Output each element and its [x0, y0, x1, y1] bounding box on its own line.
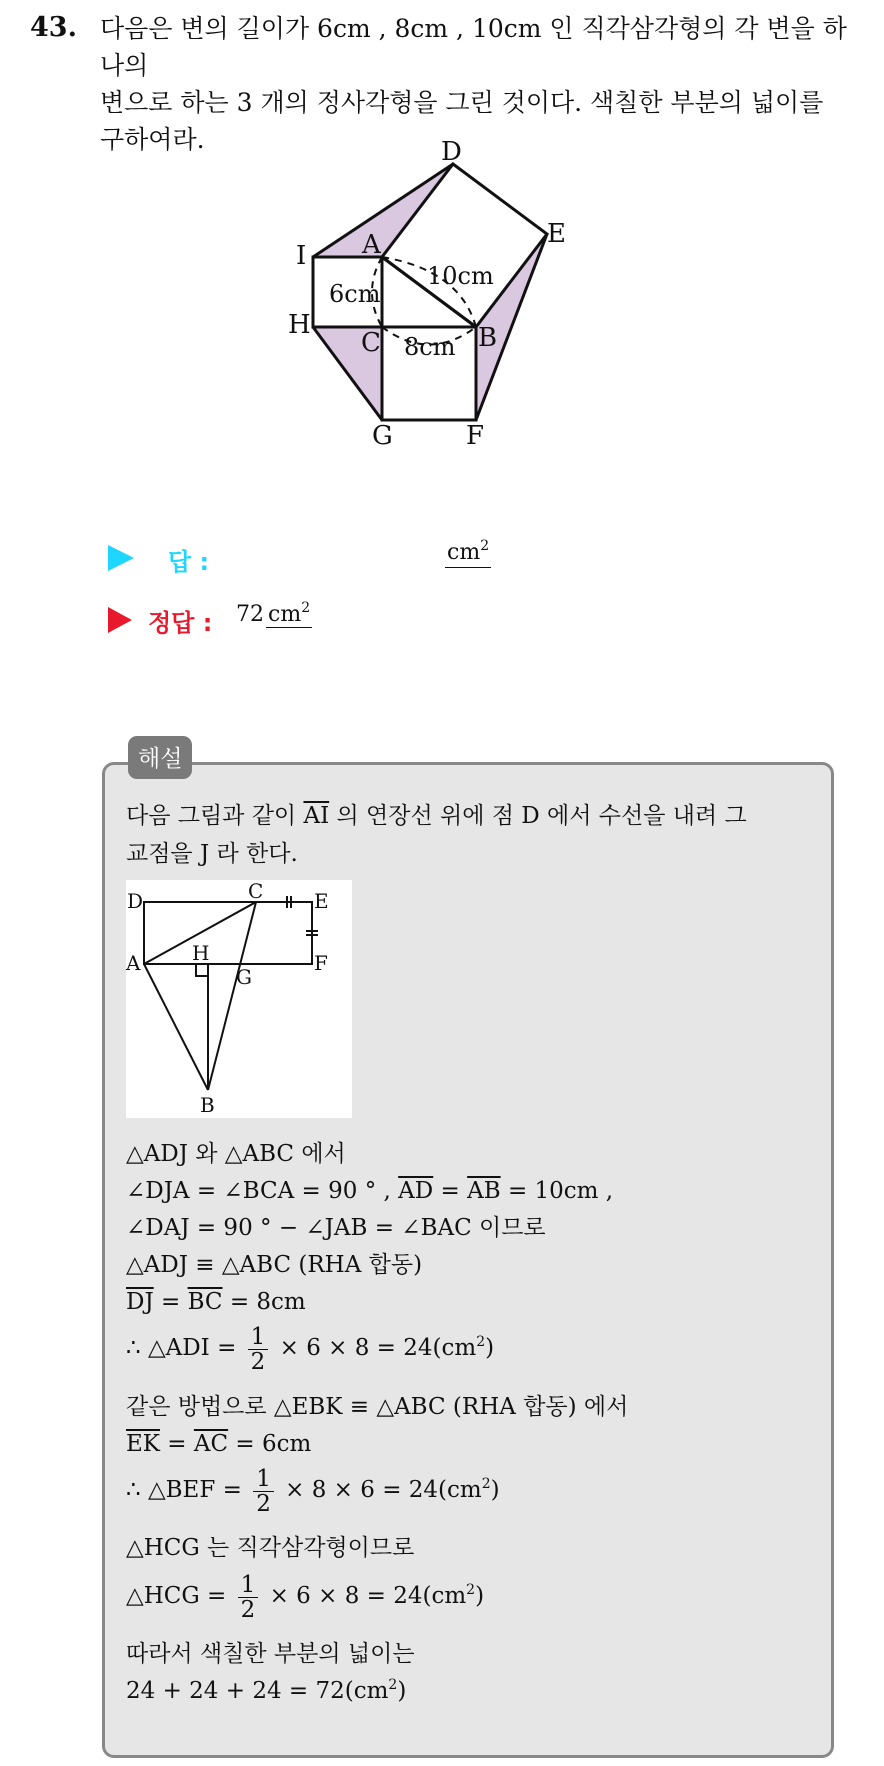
- label-a: A: [362, 230, 381, 260]
- line-ab: [144, 964, 208, 1090]
- segment-bc: $\overline{BC}$: [187, 1289, 223, 1315]
- fraction-half: [238, 1573, 259, 1622]
- intro-text: 의 연장선 위에 점 D 에서 수선을 내려 그: [336, 803, 747, 829]
- label-f: F: [466, 421, 485, 451]
- label-e: E: [547, 219, 566, 249]
- correct-answer-row: [108, 600, 708, 646]
- rect-adef: [144, 902, 312, 964]
- solution-line: [126, 1426, 826, 1462]
- segment-ac: $\overline{AC}$: [193, 1431, 229, 1457]
- superscript: 2: [481, 1476, 491, 1492]
- line-bc: [208, 902, 256, 1090]
- solution-intro-line: 교점을 J 라 한다.: [126, 841, 298, 867]
- answer-label: 답 :: [168, 548, 210, 576]
- correct-unit: [266, 602, 312, 628]
- answer-unit-sup: 2: [480, 538, 490, 554]
- fraction-denominator: 2: [240, 1596, 256, 1623]
- fraction-denominator: 2: [256, 1490, 271, 1517]
- superscript: 2: [466, 1582, 476, 1598]
- answer-row: [108, 538, 708, 585]
- fig2-label-g: G: [236, 965, 252, 989]
- fig2-label-b: B: [200, 1093, 215, 1117]
- solution-line: [126, 1173, 826, 1209]
- solution-line: 같은 방법으로 △EBK ≡ △ABC (RHA 합동) 에서: [126, 1394, 629, 1420]
- label-c: C: [361, 328, 381, 358]
- solution-line: △HCG 는 직각삼각형이므로: [126, 1535, 415, 1561]
- fraction-numerator: 1: [238, 1573, 259, 1598]
- text: ): [397, 1678, 407, 1704]
- text: ): [485, 1335, 495, 1361]
- question-line: 다음은 변의 길이가 6cm , 8cm , 10cm 인 직각삼각형의 각 변을 하나의: [100, 14, 847, 80]
- question-line: 변으로 하는 3 개의 정사각형을 그린 것이다. 색칠한 부분의 넓이를: [100, 88, 824, 117]
- segment-ek: $\overline{EK}$: [126, 1431, 160, 1457]
- length-ab: 10cm: [427, 262, 494, 290]
- label-i: I: [296, 241, 307, 271]
- segment-ab: $\overline{AB}$: [467, 1178, 501, 1204]
- solution-line: [126, 1460, 826, 1520]
- fig2-label-h: H: [192, 941, 210, 965]
- fraction-numerator: 1: [253, 1467, 274, 1492]
- fraction-half: [253, 1467, 274, 1516]
- text: ∠DJA = ∠BCA = 90 ° ,: [126, 1178, 391, 1204]
- answer-arrow-icon: [108, 545, 134, 571]
- solution-figure: [126, 880, 352, 1118]
- correct-unit-sup: 2: [301, 600, 311, 616]
- text: =: [160, 1289, 181, 1315]
- question-text: [100, 10, 860, 158]
- text: × 8 × 6 = 24(cm: [285, 1477, 482, 1503]
- text: △HCG =: [126, 1583, 227, 1609]
- label-h: H: [288, 310, 311, 340]
- solution-line: [126, 1318, 826, 1378]
- segment-dj: $\overline{DJ}$: [126, 1289, 154, 1315]
- label-g: G: [372, 421, 393, 451]
- correct-unit-text: cm: [268, 602, 302, 627]
- solution-line: [126, 1673, 826, 1709]
- fraction-denominator: 2: [250, 1348, 266, 1375]
- segment-ai: $\overline{AI}$: [303, 803, 330, 829]
- text: ∴ △ADI =: [126, 1335, 237, 1361]
- text: ∴ △BEF =: [126, 1477, 242, 1503]
- solution-line: ∠DAJ = 90 ° − ∠JAB = ∠BAC 이므로: [126, 1215, 546, 1241]
- superscript: 2: [476, 1334, 486, 1350]
- text: = 6cm: [235, 1431, 312, 1457]
- length-cb: 8cm: [404, 333, 456, 361]
- correct-arrow-icon: [108, 607, 132, 633]
- fraction-half: [248, 1325, 269, 1374]
- intro-text: 다음 그림과 같이: [126, 803, 297, 829]
- text: ): [475, 1583, 485, 1609]
- superscript: 2: [388, 1677, 398, 1693]
- text: = 10cm ,: [507, 1178, 614, 1204]
- text: 24 + 24 + 24 = 72(cm: [126, 1678, 389, 1704]
- fig2-label-d: D: [127, 889, 144, 913]
- fig2-label-a: A: [126, 951, 141, 975]
- correct-number: 72: [236, 602, 264, 627]
- solution-intro-line: [126, 798, 826, 834]
- fraction-numerator: 1: [248, 1325, 269, 1350]
- solution-line: 따라서 색칠한 부분의 넓이는: [126, 1641, 415, 1667]
- solution-line: △ADJ 와 △ABC 에서: [126, 1141, 346, 1167]
- correct-label: 정답 :: [148, 609, 213, 637]
- squares-figure: [288, 137, 620, 500]
- answer-unit-text: cm: [447, 540, 481, 565]
- text: × 6 × 8 = 24(cm: [279, 1335, 477, 1361]
- fig2-label-c: C: [248, 879, 264, 903]
- label-b: B: [478, 323, 498, 353]
- label-d: D: [441, 137, 462, 167]
- right-angle-mark: [196, 964, 208, 976]
- text: = 8cm: [229, 1289, 306, 1315]
- solution-line: [126, 1566, 826, 1626]
- fig2-label-f: F: [314, 951, 328, 975]
- correct-value: [236, 602, 312, 627]
- solution-line: △ADJ ≡ △ABC (RHA 합동): [126, 1252, 423, 1278]
- text: ): [490, 1477, 500, 1503]
- length-ac: 6cm: [329, 280, 381, 308]
- text: =: [440, 1178, 460, 1204]
- question-number: 43.: [30, 12, 77, 43]
- text: =: [167, 1431, 187, 1457]
- question-line: 구하여라.: [100, 125, 205, 154]
- fig2-label-e: E: [314, 889, 329, 913]
- solution-line: [126, 1284, 826, 1320]
- segment-ad: $\overline{AD}$: [398, 1178, 434, 1204]
- text: × 6 × 8 = 24(cm: [269, 1583, 467, 1609]
- answer-unit[interactable]: [445, 539, 491, 568]
- solution-tag: 해설: [128, 736, 192, 779]
